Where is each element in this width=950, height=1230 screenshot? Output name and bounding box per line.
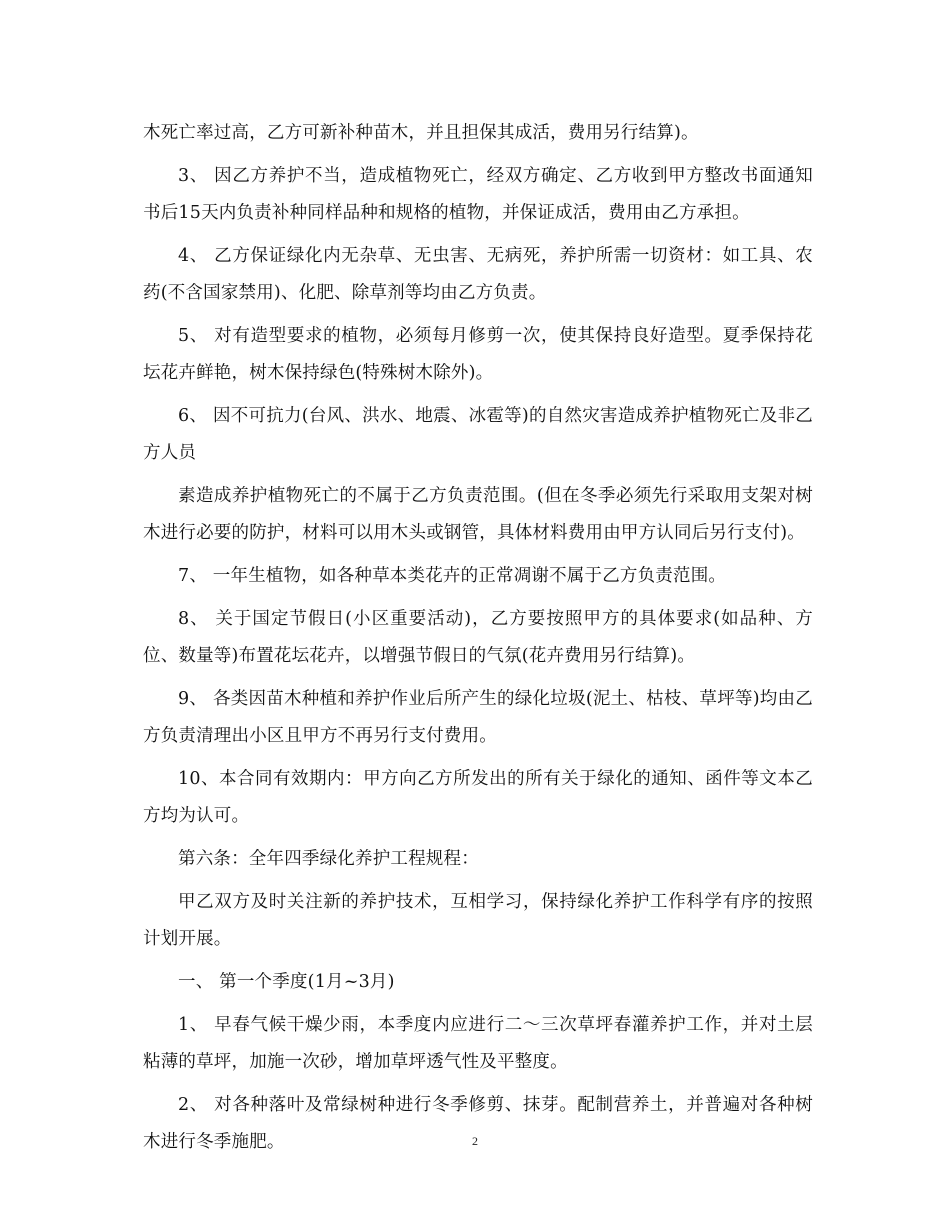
paragraph-1: 木死亡率过高，乙方可新补种苗木，并且担保其成活，费用另行结算)。 bbox=[143, 123, 699, 143]
page-number: 2 bbox=[472, 1134, 478, 1148]
document-body bbox=[143, 115, 813, 1167]
paragraph-4: 5、 对有造型要求的植物，必须每月修剪一次，使其保持良好造型。夏季保持花坛花卉鲜艳，树木保持绿色(特殊树木除外)。 bbox=[143, 326, 813, 383]
paragraph-2: 3、 因乙方养护不当，造成植物死亡，经双方确定、乙方收到甲方整改书面通知书后15天内负责补种同样品种和规格的植物，并保证成活，费用由乙方承担。 bbox=[143, 166, 813, 223]
paragraph-6: 素造成养护植物死亡的不属于乙方负责范围。(但在冬季必须先行采取用支架对树木进行必要的防护，材料可以用木头或钢管，具体材料费用由甲方认同后另行支付)。 bbox=[143, 486, 813, 543]
paragraph-14: 1、 早春气候干燥少雨，本季度内应进行二～三次草坪春灌养护工作，并对土层粘薄的草坪，加施一次砂，增加草坪透气性及平整度。 bbox=[143, 1015, 813, 1072]
paragraph-10: 10、本合同有效期内：甲方向乙方所发出的所有关于绿化的通知、函件等文本乙方均为认可。 bbox=[143, 769, 813, 826]
paragraph-5: 6、 因不可抗力(台风、洪水、地震、冰雹等)的自然灾害造成养护植物死亡及非乙方人员 bbox=[143, 406, 813, 463]
paragraph-12: 甲乙双方及时关注新的养护技术，互相学习，保持绿化养护工作科学有序的按照计划开展。 bbox=[143, 892, 813, 949]
paragraph-3: 4、 乙方保证绿化内无杂草、无虫害、无病死，养护所需一切资材：如工具、农药(不含国家禁用)、化肥、除草剂等均由乙方负责。 bbox=[143, 246, 813, 303]
paragraph-15: 2、 对各种落叶及常绿树种进行冬季修剪、抹芽。配制营养土，并普遍对各种树木进行冬季施肥。 bbox=[143, 1095, 813, 1152]
section-heading-article-6: 第六条：全年四季绿化养护工程规程： bbox=[178, 849, 479, 869]
paragraph-8: 8、 关于国定节假日(小区重要活动)，乙方要按照甲方的具体要求(如品种、方位、数量等)布置花坛花卉，以增强节假日的气氛(花卉费用另行结算)。 bbox=[143, 609, 813, 666]
paragraph-7: 7、 一年生植物，如各种草本类花卉的正常凋谢不属于乙方负责范围。 bbox=[178, 566, 727, 586]
subheading-first-quarter: 一、 第一个季度(1月~3月) bbox=[178, 972, 395, 992]
paragraph-9: 9、 各类因苗木种植和养护作业后所产生的绿化垃圾(泥土、枯枝、草坪等)均由乙方负责清理出小区且甲方不再另行支付费用。 bbox=[143, 689, 813, 746]
